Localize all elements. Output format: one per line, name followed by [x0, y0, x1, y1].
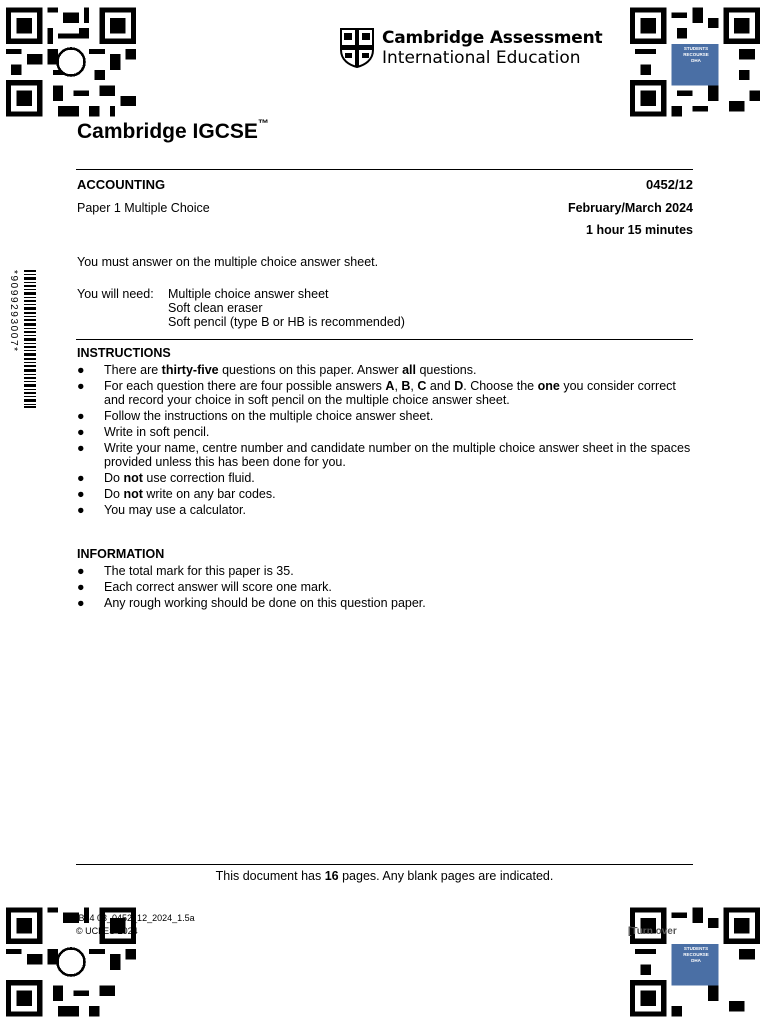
- qr-badge-line: STUDENTS: [683, 946, 709, 951]
- list-item: ● Follow the instructions on the multiple choice answer sheet.: [77, 409, 434, 423]
- barcode-number: *9099293007*: [8, 270, 19, 353]
- need-item: Multiple choice answer sheet: [168, 287, 329, 301]
- instructions-heading: INSTRUCTIONS: [77, 346, 171, 360]
- subject-name: ACCOUNTING: [77, 177, 166, 192]
- paper-code: 0452/12: [646, 177, 693, 192]
- need-list: [168, 287, 405, 329]
- need-item: Soft clean eraser: [168, 301, 263, 315]
- qr-code-top-left: [6, 6, 136, 118]
- list-item: ● For each question there are four possible answers A, B, C and D. Choose the one you consider correct and record your choice in soft pencil on the multiple choice answer sheet.: [77, 379, 676, 407]
- information-list: [77, 564, 694, 612]
- list-item: ● The total mark for this paper is 35.: [77, 564, 294, 578]
- bullet-icon: ●: [77, 487, 85, 501]
- exam-session: February/March 2024: [567, 201, 693, 215]
- bullet-icon: ●: [77, 596, 85, 610]
- barcode-icon: [24, 270, 36, 408]
- trademark-symbol: ™: [257, 118, 269, 130]
- list-item: ● Write your name, centre number and candidate number on the multiple choice answer sheet in the spaces provided unless this has been done for you.: [77, 441, 691, 469]
- list-item: ● You may use a calculator.: [77, 503, 246, 517]
- bullet-icon: ●: [77, 425, 85, 439]
- qr-badge-line: RECOURSE: [683, 52, 709, 57]
- list-item: ● There are thirty-five questions on this paper. Answer all questions.: [77, 363, 477, 377]
- qr-badge-line: DHA: [691, 58, 701, 63]
- bullet-icon: ●: [77, 363, 85, 377]
- bullet-icon: ●: [77, 441, 85, 455]
- bullet-icon: ●: [77, 564, 85, 578]
- qr-badge-line: DHA: [691, 958, 701, 963]
- list-item: ● Do not use correction fluid.: [77, 471, 255, 485]
- paper-title: Paper 1 Multiple Choice: [77, 201, 210, 215]
- bullet-icon: ●: [77, 409, 85, 423]
- qr-code-top-right: [630, 6, 760, 118]
- information-heading: INFORMATION: [77, 547, 165, 561]
- list-item: ● Each correct answer will score one mark.: [77, 580, 332, 594]
- bullet-icon: ●: [77, 471, 85, 485]
- qr-pattern: [6, 6, 136, 118]
- bullet-icon: ●: [77, 503, 85, 517]
- list-item: ● Do not write on any bar codes.: [77, 487, 276, 501]
- divider-bottom: [76, 864, 693, 865]
- qr-badge-text: [678, 46, 714, 64]
- list-item: ● Write in soft pencil.: [77, 425, 210, 439]
- qr-badge-text: [678, 946, 714, 964]
- exam-duration: 1 hour 15 minutes: [586, 223, 693, 237]
- divider-top: [76, 169, 693, 170]
- qualification-title: [77, 120, 269, 144]
- need-item: Soft pencil (type B or HB is recommended): [168, 315, 405, 329]
- cambridge-logo: [340, 28, 602, 68]
- list-item: ● Any rough working should be done on this question paper.: [77, 596, 426, 610]
- bullet-icon: ●: [77, 379, 85, 393]
- qr-badge-line: RECOURSE: [683, 952, 709, 957]
- crest-icon: [340, 28, 374, 68]
- qualification-name: Cambridge IGCSE: [77, 120, 258, 143]
- divider-middle: [76, 339, 693, 340]
- copyright: © UCLES 2024: [76, 926, 138, 936]
- brand-text: [382, 28, 602, 68]
- print-reference: IB24 03_0452_12_2024_1.5a: [76, 913, 195, 923]
- turn-over-label: [Turn over: [628, 926, 677, 937]
- qr-code-bottom-right: [630, 906, 760, 1018]
- qr-badge-line: STUDENTS: [683, 46, 709, 51]
- need-label: You will need:: [77, 287, 154, 301]
- brand-line1: Cambridge Assessment: [382, 28, 603, 48]
- answer-instruction: You must answer on the multiple choice answer sheet.: [77, 255, 379, 269]
- bullet-icon: ●: [77, 580, 85, 594]
- brand-line2: International Education: [382, 48, 581, 68]
- instructions-list: [77, 363, 694, 519]
- page-count-note: This document has 16 pages. Any blank pages are indicated.: [215, 869, 554, 883]
